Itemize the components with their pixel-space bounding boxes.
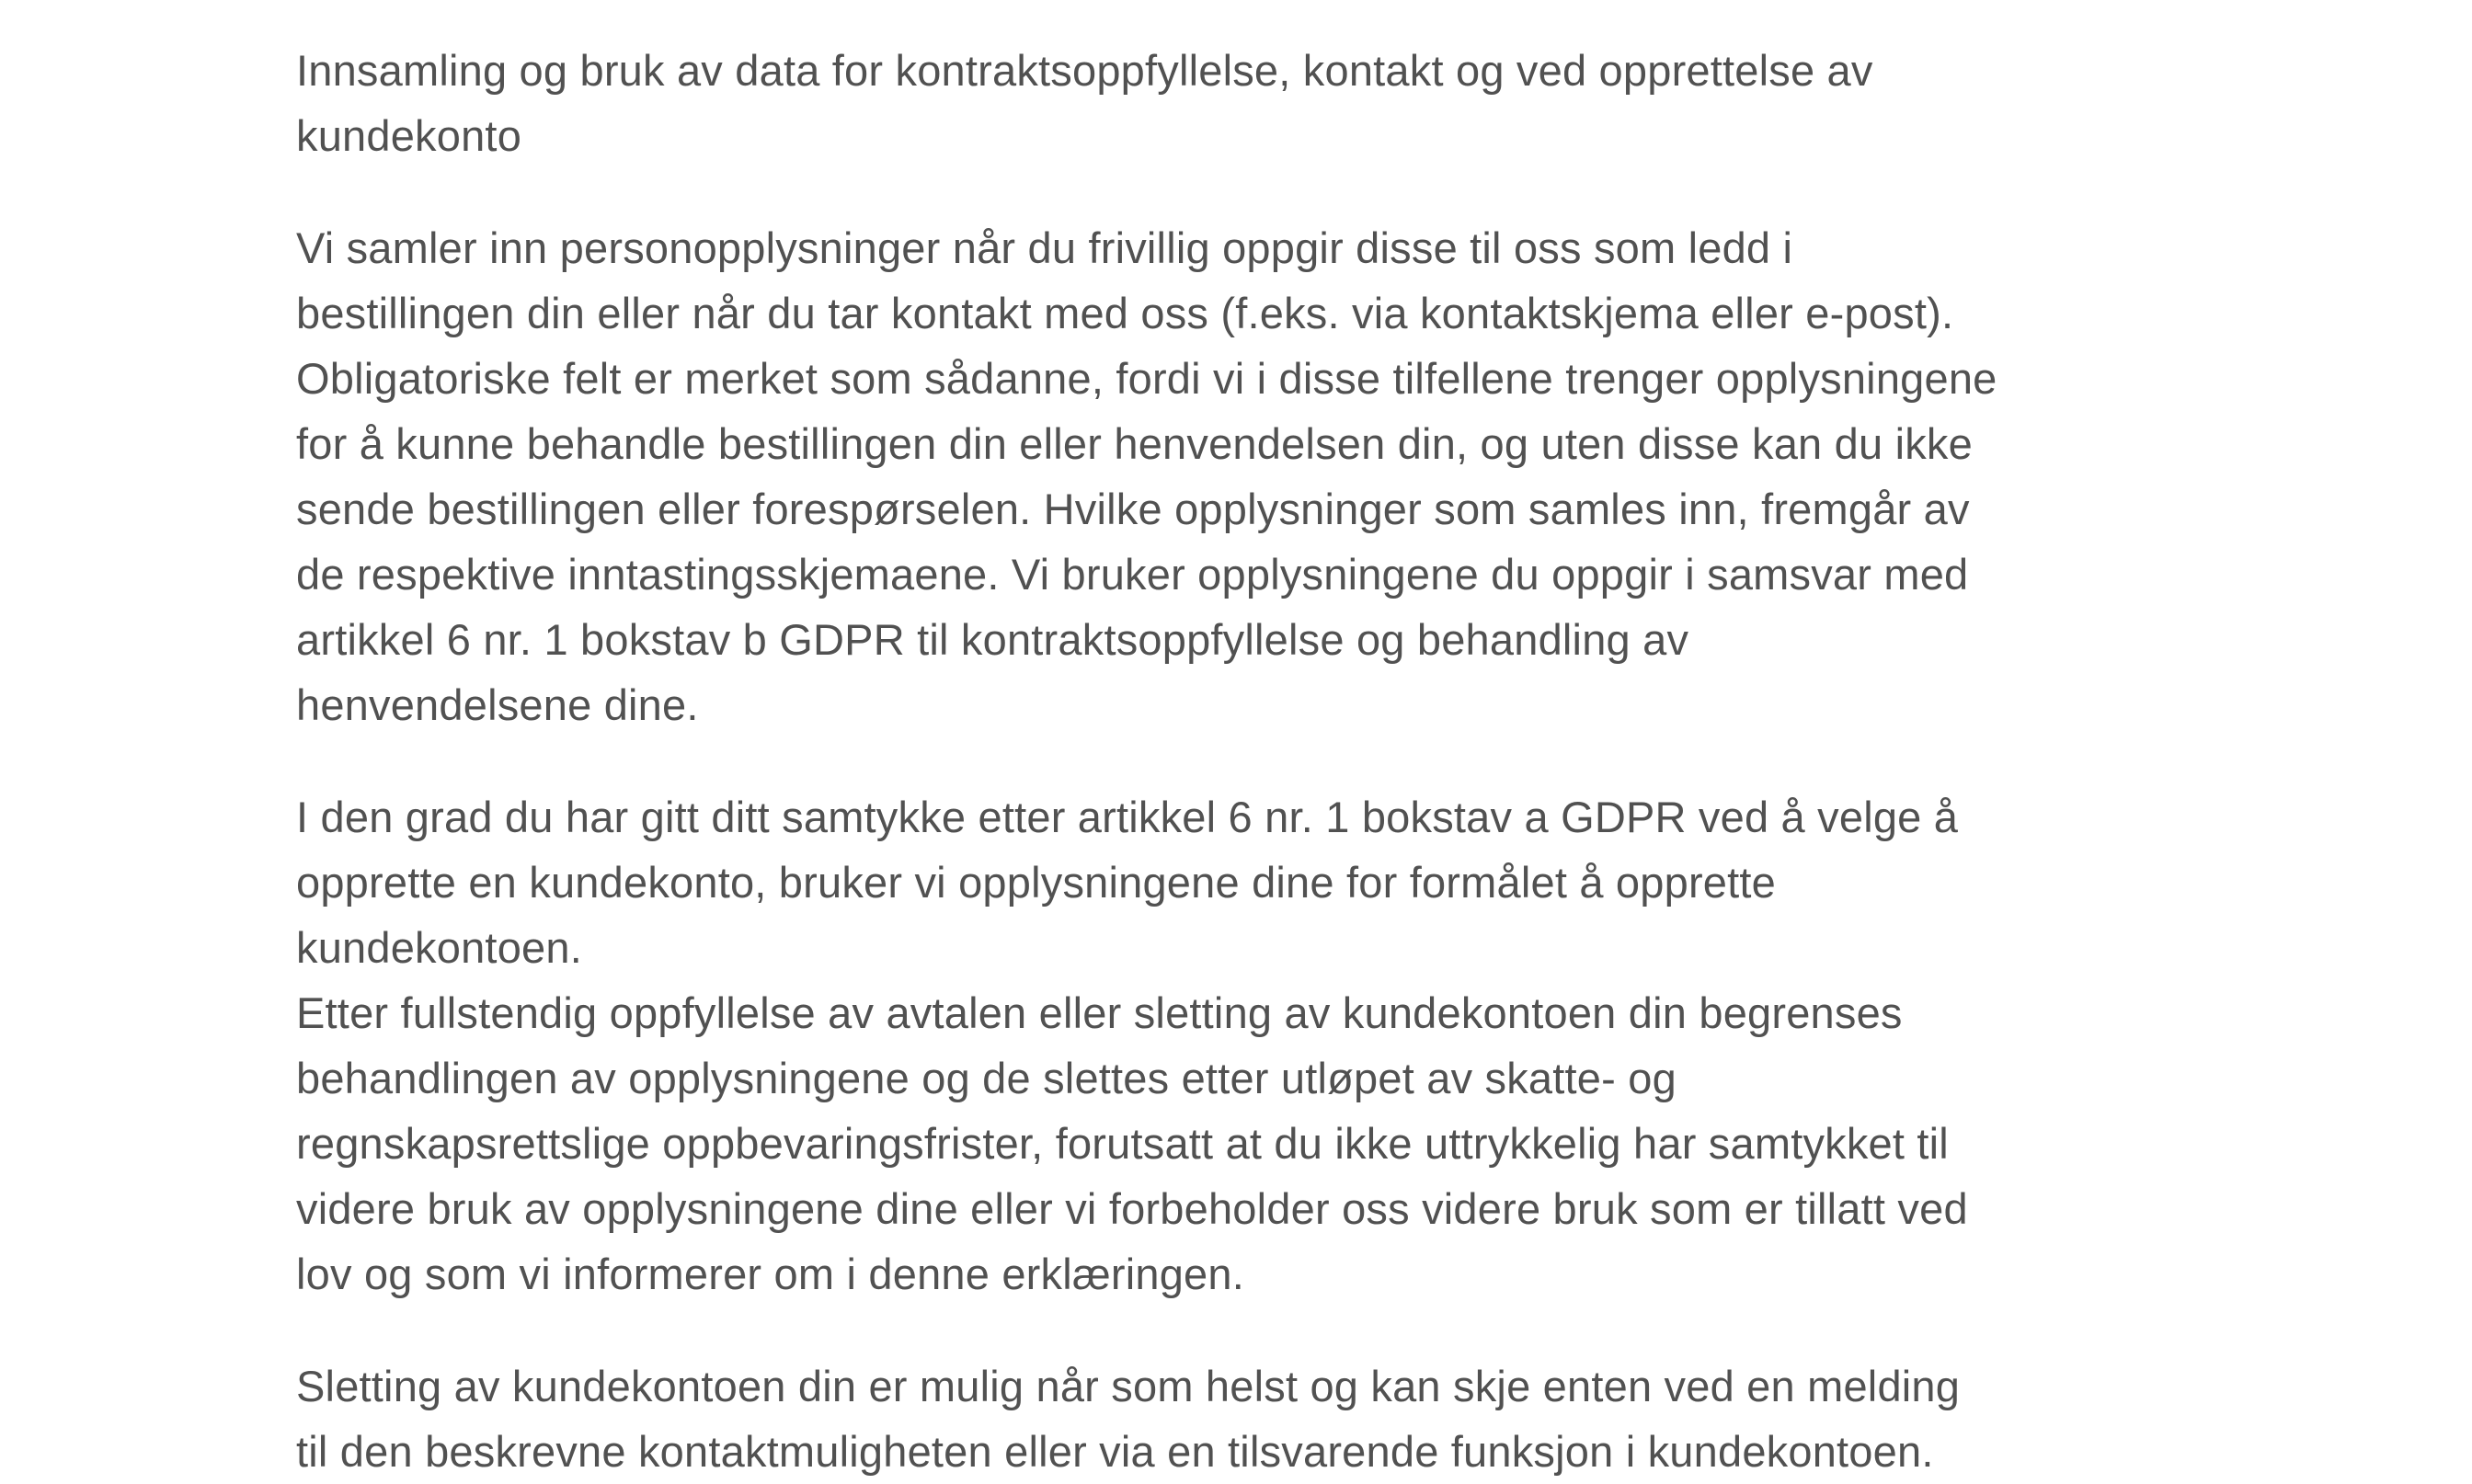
privacy-policy-text xyxy=(296,38,2237,1484)
paragraph-data-collection: Vi samler inn personopplysninger når du frivillig oppgir disse til oss som ledd i bestillingen din eller når du tar kontakt med oss (f.eks. via kontaktskjema eller e-post). Obligatoriske felt er merket som sådanne, fordi vi i disse tilfellene trenger opplysningene for å kunne behandle bestillingen din eller henvendelsen din, og uten disse kan du ikke sende bestillingen eller forespørselen. Hvilke opplysninger som samles inn, fremgår av de respektive inntastingsskjemaene. Vi bruker opplysningene du oppgir i samsvar med artikkel 6 nr. 1 bokstav b GDPR til kontraktsoppfyllelse og behandling av henvendelsene dine. xyxy=(296,223,1997,729)
paragraph-account-deletion: Sletting av kundekontoen din er mulig når som helst og kan skje enten ved en melding til den beskrevne kontaktmuligheten eller via en tilsvarende funksjon i kundekontoen. xyxy=(296,1362,1961,1476)
paragraph-customer-account: I den grad du har gitt ditt samtykke etter artikkel 6 nr. 1 bokstav a GDPR ved å velge å opprette en kundekonto, bruker vi opplysningene dine for formålet å opprette kundekontoen. Etter fullstendig oppfyllelse av avtalen eller sletting av kundekontoen din begrenses behandlingen av opplysningene og de slettes etter utløpet av skatte- og regnskapsrettslige oppbevaringsfrister, forutsatt at du ikke uttrykkelig har samtykket til videre bruk av opplysningene dine eller vi forbeholder oss videre bruk som er tillatt ved lov og som vi informerer om i denne erklæringen. xyxy=(296,793,1968,1298)
section-heading: Innsamling og bruk av data for kontraktsoppfyllelse, kontakt og ved opprettelse av kundekonto xyxy=(296,46,1873,160)
